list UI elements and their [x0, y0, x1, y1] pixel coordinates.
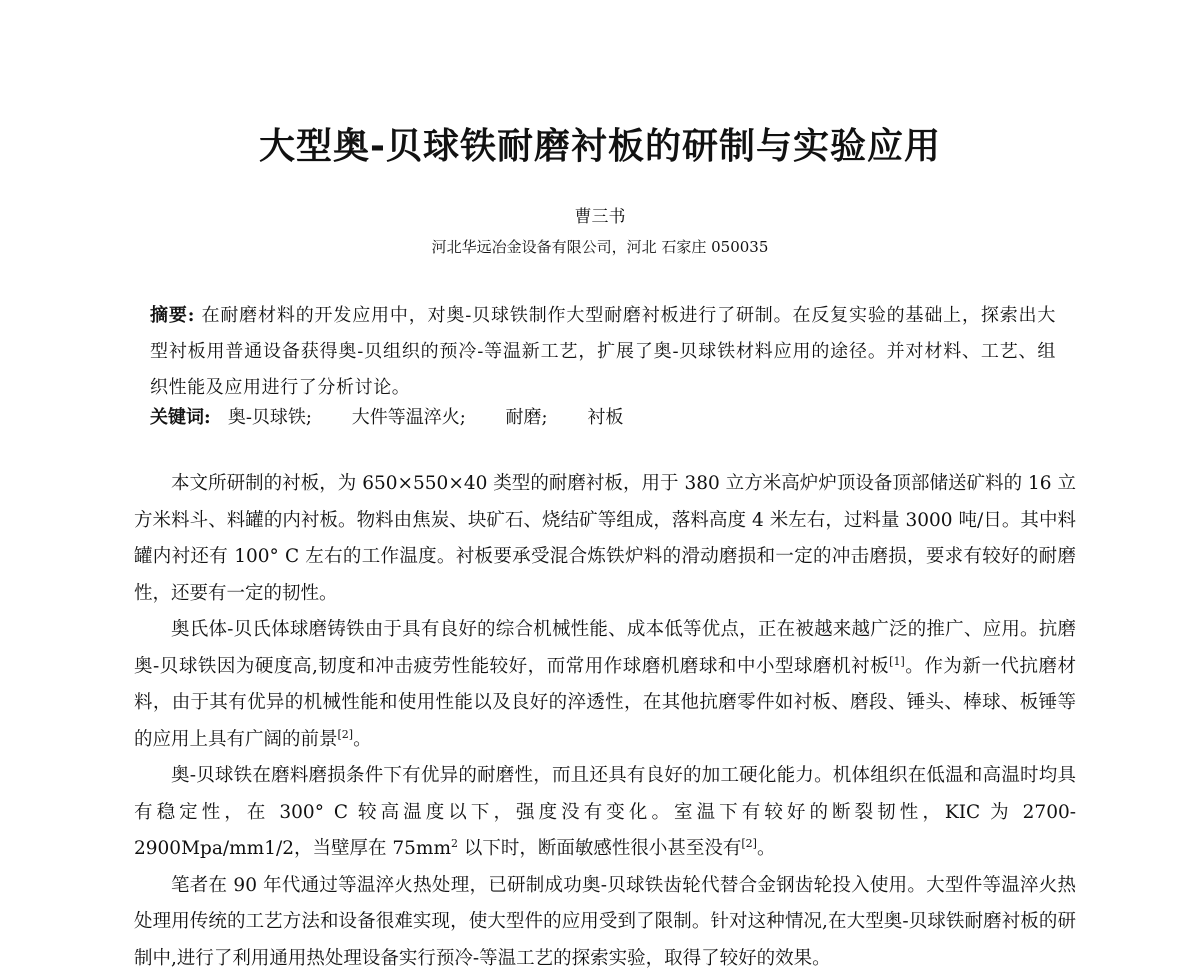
- keyword-item: 奥-贝球铁;: [228, 407, 312, 428]
- paper-title: 大型奥-贝球铁耐磨衬板的研制与实验应用: [0, 118, 1200, 169]
- paragraph-text: 奥-贝球铁在磨料磨损条件下有优异的耐磨性，而且还具有良好的加工硬化能力。机体组织在低温和高温时均具有稳定性，在 300° C 较高温度以下，强度没有变化。室温下有较好的断裂韧性，KIC 为 2700-2900Mpa/mm1/2，当壁厚在 75mm: [134, 765, 1076, 859]
- author-name: 曹三书: [0, 202, 1200, 227]
- body-paragraph-3: [134, 758, 1076, 868]
- keywords-block: [150, 400, 1056, 436]
- author-affiliation: 河北华远冶金设备有限公司，河北 石家庄 050035: [0, 236, 1200, 257]
- abstract-block: [150, 298, 1056, 406]
- citation-ref-2: [2]: [338, 727, 354, 740]
- body-paragraph-1: 本文所研制的衬板，为 650×550×40 类型的耐磨衬板，用于 380 立方米高炉炉顶设备顶部储送矿料的 16 立方米料斗、料罐的内衬板。物料由焦炭、块矿石、烧结矿等组成，落料高度 4 米左右，过料量 3000 吨/日。其中料罐内衬还有 100° C 左右的工作温度。衬板要承受混合炼铁炉料的滑动磨损和一定的冲击磨损，要求有较好的耐磨性，还要有一定的韧性。: [134, 466, 1076, 612]
- abstract-text: 在耐磨材料的开发应用中，对奥-贝球铁制作大型耐磨衬板进行了研制。在反复实验的基础上，探索出大型衬板用普通设备获得奥-贝组织的预冷-等温新工艺，扩展了奥-贝球铁材料应用的途径。并对材料、工艺、组织性能及应用进行了分析讨论。: [150, 305, 1056, 398]
- abstract-label: 摘要: [150, 305, 188, 326]
- paragraph-text: 以下时，断面敏感性很小甚至没有: [458, 838, 741, 859]
- keywords-label: 关键词:: [150, 407, 211, 428]
- citation-ref-1: [1]: [889, 654, 905, 667]
- keyword-item: 衬板: [587, 407, 623, 428]
- body-paragraph-4: 笔者在 90 年代通过等温淬火热处理，已研制成功奥-贝球铁齿轮代替合金钢齿轮投入使用。大型件等温淬火热处理用传统的工艺方法和设备很难实现，使大型件的应用受到了限制。针对这种情况,在大型奥-贝球铁耐磨衬板的研制中,进行了利用通用热处理设备实行预冷-等温工艺的探索实验，取得了较好的效果。: [134, 868, 1076, 977]
- abstract-colon: :: [188, 305, 195, 326]
- body-paragraph-2: [134, 612, 1076, 758]
- superscript-2: 2: [451, 837, 458, 850]
- paragraph-text: 。作为新一代抗磨材料，由于其有优异的机械性能和使用性能以及良好的淬透性，在其他抗磨零件如衬板、磨段、锤头、棒球、板锤等的应用上具有广阔的前景: [134, 656, 1076, 750]
- keyword-item: 耐磨;: [506, 407, 548, 428]
- keyword-item: 大件等温淬火;: [352, 407, 466, 428]
- body-text: [134, 466, 1076, 977]
- paragraph-text: 。: [353, 729, 372, 750]
- citation-ref-2: [2]: [741, 837, 757, 850]
- paragraph-text: 。: [757, 838, 776, 859]
- paragraph-text: 奥氏体-贝氏体球磨铸铁由于具有良好的综合机械性能、成本低等优点，正在被越来越广泛的推广、应用。抗磨奥-贝球铁因为硬度高,韧度和冲击疲劳性能较好，而常用作球磨机磨球和中小型球磨机衬板: [134, 619, 1076, 677]
